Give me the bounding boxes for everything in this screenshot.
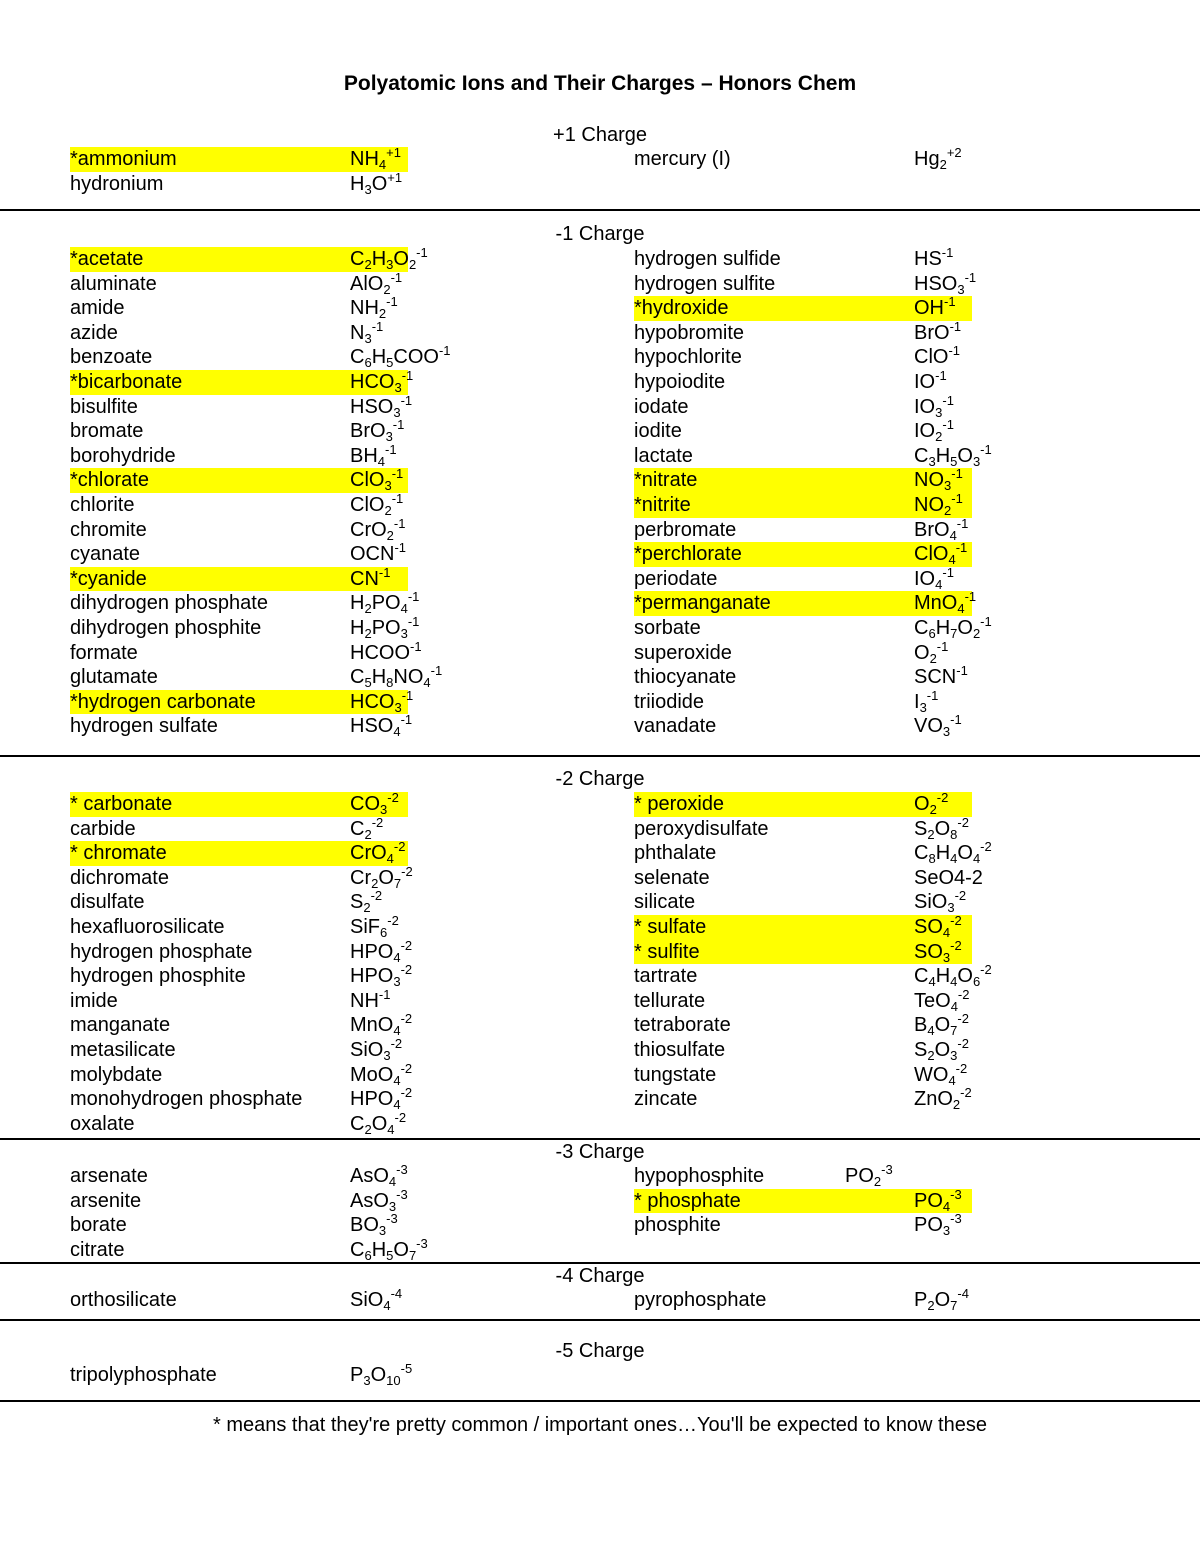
ion-name: metasilicate bbox=[70, 1038, 176, 1061]
ion-row bbox=[0, 814, 1200, 842]
ion-formula: $H_2PO_4^{-1}$ bbox=[350, 589, 420, 617]
ion-formula: $PO_3^{-3}$ bbox=[914, 1211, 962, 1239]
ion-row bbox=[0, 441, 1200, 469]
ion-formula: $BH_4^{-1}$ bbox=[350, 441, 397, 469]
ion-name: bromate bbox=[70, 420, 144, 443]
section-divider bbox=[0, 1319, 1200, 1321]
ion-row bbox=[0, 542, 1200, 567]
ion-name: thiocyanate bbox=[634, 666, 737, 689]
ion-formula: $H_2PO_3^{-1}$ bbox=[350, 613, 420, 641]
ion-formula: $SO_3^{-2}$ bbox=[914, 940, 972, 965]
ion-formula: $O_2^{-2}$ bbox=[914, 792, 972, 817]
ion-name: *bicarbonate bbox=[70, 370, 350, 395]
page-title: Polyatomic Ions and Their Charges – Honors Chem bbox=[343, 72, 857, 95]
ion-formula: TeO$_4^{-2}$ bbox=[914, 986, 970, 1014]
left-ion-column bbox=[0, 1363, 1200, 1388]
ion-row bbox=[0, 247, 1200, 272]
ion-row bbox=[0, 419, 1200, 444]
ion-formula: $PO_4^{-3}$ bbox=[914, 1189, 972, 1214]
ion-formula: $NO_3^{-1}$ bbox=[914, 468, 972, 493]
ion-row bbox=[0, 1235, 1200, 1263]
ion-name: dihydrogen phosphate bbox=[70, 592, 268, 615]
ion-row bbox=[0, 1363, 1200, 1388]
ion-name: * sulfate bbox=[634, 915, 914, 940]
ion-name: perbromate bbox=[634, 518, 737, 541]
ion-row bbox=[0, 1164, 1200, 1189]
ion-name: *nitrite bbox=[634, 493, 914, 518]
ion-formula: $C_2O_4^{-2}$ bbox=[350, 1109, 407, 1137]
ion-name: tetraborate bbox=[634, 1014, 731, 1037]
ion-name: hydrogen phosphite bbox=[70, 965, 246, 988]
ion-formula: $S_2O_8^{-2}$ bbox=[914, 814, 969, 842]
ion-name: hydrogen sulfate bbox=[70, 715, 218, 738]
ion-row bbox=[0, 665, 1200, 690]
ion-row bbox=[0, 937, 1200, 965]
ion-row bbox=[0, 367, 1200, 395]
ion-name: hypophosphite bbox=[634, 1165, 765, 1187]
ion-name: * chromate bbox=[70, 841, 350, 866]
right-ion-column bbox=[0, 247, 1200, 739]
ion-formula: $Cr_2O_7^{-2}$ bbox=[350, 863, 413, 891]
ion-formula: SiO$_3^{-2}$ bbox=[350, 1035, 403, 1063]
ion-formula: $C_2^{-2}$ bbox=[350, 814, 384, 842]
ion-formula: $NH_4^{+1}$ bbox=[350, 147, 408, 172]
ion-row bbox=[0, 490, 1200, 518]
ion-formula: SiO$_3^{-2}$ bbox=[914, 888, 967, 916]
ion-formula: $HCO_3^{-1}$ bbox=[350, 687, 414, 715]
ion-name: manganate bbox=[70, 1014, 171, 1037]
ion-name: dihydrogen phosphite bbox=[70, 616, 262, 639]
ion-row bbox=[0, 169, 1200, 197]
ion-row bbox=[0, 392, 1200, 420]
ion-row bbox=[0, 986, 1200, 1014]
ion-formula: $NH_2^{-1}$ bbox=[350, 294, 398, 322]
right-ion-column bbox=[0, 792, 1200, 1112]
ion-row bbox=[0, 638, 1200, 666]
ion-name: tellurate bbox=[634, 989, 706, 1012]
ion-formula: SiF$_6^{-2}$ bbox=[350, 912, 399, 940]
ion-name: hexafluorosilicate bbox=[70, 915, 225, 938]
ion-name: tungstate bbox=[634, 1063, 717, 1086]
section-divider bbox=[0, 755, 1200, 757]
ion-formula: SiO$_4^{-4}$ bbox=[350, 1286, 403, 1313]
ion-formula: ClO$_3^{-1}$ bbox=[350, 468, 408, 493]
ion-name: hypobromite bbox=[634, 321, 745, 344]
ion-formula: $SCN^{-1}$ bbox=[914, 663, 968, 689]
ion-formula: AsO$_4^{-3}$ bbox=[350, 1162, 408, 1189]
ion-formula: CrO$_2^{-1}$ bbox=[350, 515, 406, 543]
ion-name: dichromate bbox=[70, 866, 169, 889]
ion-row bbox=[0, 912, 1200, 940]
ion-name: benzoate bbox=[70, 346, 153, 369]
ion-name: *permanganate bbox=[634, 591, 914, 616]
ion-name: glutamate bbox=[70, 666, 158, 689]
ion-row bbox=[0, 1087, 1200, 1112]
ion-formula: SeO4-2 bbox=[914, 866, 983, 889]
ion-formula: $IO_3^{-1}$ bbox=[914, 392, 954, 420]
ion-formula: $HSO_3^{-1}$ bbox=[914, 269, 977, 297]
ion-formula: $OH^{-1}$ bbox=[914, 296, 972, 321]
ion-name: formate bbox=[70, 641, 138, 664]
ion-name: iodate bbox=[634, 395, 689, 418]
ion-row bbox=[0, 269, 1200, 297]
ion-formula: $O_2^{-1}$ bbox=[914, 638, 949, 666]
ion-row bbox=[0, 468, 1200, 493]
ion-row bbox=[0, 890, 1200, 915]
ion-name: selenate bbox=[634, 866, 710, 889]
ion-row bbox=[0, 318, 1200, 346]
ion-name: *acetate bbox=[70, 247, 350, 272]
right-ion-column bbox=[0, 1288, 1200, 1313]
ion-formula: $C_3H_5O_3^{-1}$ bbox=[914, 441, 992, 469]
ion-formula: BrO$^{-1}$ bbox=[914, 318, 962, 344]
ion-formula: $C_6H_5COO^{-1}$ bbox=[350, 343, 451, 371]
ion-formula: $N_3^{-1}$ bbox=[350, 318, 384, 346]
ion-formula: $HPO_3^{-2}$ bbox=[350, 962, 413, 990]
section-heading: -5 Charge bbox=[555, 1340, 645, 1362]
ion-formula: $C_5H_8NO_4^{-1}$ bbox=[350, 663, 443, 691]
ion-name: *perchlorate bbox=[634, 542, 914, 567]
ion-row bbox=[0, 1213, 1200, 1238]
ion-name: amide bbox=[70, 297, 125, 320]
ion-name: chromite bbox=[70, 518, 147, 541]
ion-formula: $S_2O_3^{-2}$ bbox=[914, 1035, 969, 1063]
ion-formula: $P_2O_7^{-4}$ bbox=[914, 1286, 969, 1313]
ion-formula: ClO$_4^{-1}$ bbox=[914, 542, 972, 567]
ion-row bbox=[0, 964, 1200, 989]
footer-note: * means that they're pretty common / important ones…You'll be expected to know these bbox=[213, 1414, 987, 1436]
ion-row bbox=[0, 863, 1200, 891]
ion-name: * carbonate bbox=[70, 792, 350, 817]
ion-formula: MoO$_4^{-2}$ bbox=[350, 1060, 413, 1088]
ion-name: oxalate bbox=[70, 1112, 135, 1135]
ion-formula: $NO_2^{-1}$ bbox=[914, 493, 972, 518]
ion-formula: $P_3O_{10}^{-5}$ bbox=[350, 1361, 413, 1388]
ion-formula: MnO$_4^{-2}$ bbox=[350, 1011, 413, 1039]
ion-formula: $HCO_3^{-1}$ bbox=[350, 367, 414, 395]
ion-name: mercury (I) bbox=[634, 148, 731, 170]
ion-row bbox=[0, 147, 1200, 172]
ion-formula: CrO$_4^{-2}$ bbox=[350, 841, 408, 866]
ion-name: hydronium bbox=[70, 172, 164, 195]
ion-name: azide bbox=[70, 321, 118, 344]
ion-formula: $PO_2^{-3}$ bbox=[845, 1162, 893, 1189]
ion-name: *hydroxide bbox=[634, 296, 914, 321]
ion-row bbox=[0, 792, 1200, 817]
ion-formula: $IO_2^{-1}$ bbox=[914, 417, 954, 445]
ion-row bbox=[0, 1109, 1200, 1137]
ion-formula: $BO_3^{-3}$ bbox=[350, 1211, 398, 1239]
ion-formula: MnO$_4^{-1}$ bbox=[914, 589, 977, 617]
ion-formula: $HPO_4^{-2}$ bbox=[350, 1085, 413, 1113]
ion-name: zincate bbox=[634, 1088, 698, 1111]
ion-formula: $VO_3^{-1}$ bbox=[914, 712, 962, 740]
ion-name: borate bbox=[70, 1214, 127, 1237]
ion-formula: $HS^{-1}$ bbox=[914, 245, 954, 270]
ion-name: molybdate bbox=[70, 1063, 163, 1086]
section-heading: -1 Charge bbox=[555, 223, 645, 245]
section-heading: -4 Charge bbox=[555, 1265, 645, 1287]
ion-formula: $SO_4^{-2}$ bbox=[914, 915, 972, 940]
ion-formula: $CN^{-1}$ bbox=[350, 567, 408, 592]
ion-name: lactate bbox=[634, 444, 693, 467]
ion-formula: $HPO_4^{-2}$ bbox=[350, 937, 413, 965]
ion-row bbox=[0, 687, 1200, 715]
ion-name: superoxide bbox=[634, 641, 732, 664]
section-heading: -2 Charge bbox=[555, 768, 645, 790]
ion-row bbox=[0, 591, 1200, 616]
ion-formula: $OCN^{-1}$ bbox=[350, 540, 407, 566]
ion-formula: $Hg_2^{+2}$ bbox=[914, 145, 962, 172]
ion-formula: $C_2H_3O_2^{-1}$ bbox=[350, 245, 428, 272]
ion-name: silicate bbox=[634, 891, 696, 914]
ion-formula: $IO_4^{-1}$ bbox=[914, 564, 954, 592]
ion-name: borohydride bbox=[70, 444, 176, 467]
ion-name: thiosulfate bbox=[634, 1038, 726, 1061]
ion-row bbox=[0, 1060, 1200, 1088]
ion-name: cyanate bbox=[70, 543, 141, 566]
ion-formula: $HCOO^{-1}$ bbox=[350, 638, 422, 664]
ion-name: *cyanide bbox=[70, 567, 350, 592]
ion-row bbox=[0, 345, 1200, 370]
ion-formula: AlO$_2^{-1}$ bbox=[350, 269, 403, 297]
ion-name: *hydrogen carbonate bbox=[70, 690, 350, 715]
ion-formula: $HSO_4^{-1}$ bbox=[350, 712, 413, 740]
ion-name: triiodide bbox=[634, 690, 705, 713]
ion-name: *chlorate bbox=[70, 468, 350, 493]
ion-row bbox=[0, 714, 1200, 739]
ion-formula: ClO$_2^{-1}$ bbox=[350, 490, 404, 518]
ion-name: bisulfite bbox=[70, 395, 138, 418]
ion-name: hydrogen sulfide bbox=[634, 248, 781, 270]
ion-row bbox=[0, 296, 1200, 321]
ion-row bbox=[0, 1186, 1200, 1214]
ion-formula: BrO$_3^{-1}$ bbox=[350, 417, 405, 445]
ion-name: carbide bbox=[70, 817, 136, 840]
ion-row bbox=[0, 564, 1200, 592]
ion-name: chlorite bbox=[70, 493, 135, 516]
ion-name: monohydrogen phosphate bbox=[70, 1088, 303, 1111]
ion-name: arsenate bbox=[70, 1165, 148, 1187]
ion-row bbox=[0, 1013, 1200, 1038]
ion-name: phosphite bbox=[634, 1214, 721, 1237]
ion-name: imide bbox=[70, 989, 118, 1012]
ion-formula: $I_3^{-1}$ bbox=[914, 687, 939, 715]
ion-name: peroxydisulfate bbox=[634, 817, 769, 840]
ion-formula: $NH^{-1}$ bbox=[350, 986, 391, 1012]
ion-name: sorbate bbox=[634, 616, 701, 639]
ion-formula: $WO_4^{-2}$ bbox=[914, 1060, 968, 1088]
ion-name: aluminate bbox=[70, 272, 157, 295]
ion-formula: $HSO_3^{-1}$ bbox=[350, 392, 413, 420]
ion-formula: $B_4O_7^{-2}$ bbox=[914, 1011, 969, 1039]
section-divider bbox=[0, 1400, 1200, 1402]
ion-row bbox=[0, 1288, 1200, 1313]
ion-name: tartrate bbox=[634, 965, 698, 988]
ion-formula: ZnO$_2^{-2}$ bbox=[914, 1085, 972, 1113]
ion-name: * phosphate bbox=[634, 1189, 914, 1214]
ion-formula: $C_8H_4O_4^{-2}$ bbox=[914, 839, 992, 867]
section-heading: -3 Charge bbox=[555, 1141, 645, 1163]
ion-name: arsenite bbox=[70, 1189, 142, 1212]
ion-name: hydrogen phosphate bbox=[70, 940, 253, 963]
ion-name: iodite bbox=[634, 420, 682, 443]
ion-formula: $C_6H_5O_7^{-3}$ bbox=[350, 1235, 428, 1263]
ion-name: hypochlorite bbox=[634, 346, 742, 369]
ion-row bbox=[0, 515, 1200, 543]
section-heading: +1 Charge bbox=[553, 124, 647, 146]
ion-name: * peroxide bbox=[634, 792, 914, 817]
ion-name: hypoiodite bbox=[634, 370, 726, 393]
ion-formula: $CO_3^{-2}$ bbox=[350, 792, 408, 817]
ion-name: periodate bbox=[634, 567, 718, 590]
ion-row bbox=[0, 1035, 1200, 1063]
ion-name: disulfate bbox=[70, 891, 145, 914]
ion-row bbox=[0, 613, 1200, 641]
right-ion-column bbox=[0, 147, 1200, 172]
ion-formula: BrO$_4^{-1}$ bbox=[914, 515, 969, 543]
section-divider bbox=[0, 209, 1200, 211]
ion-formula: $C_6H_7O_2^{-1}$ bbox=[914, 613, 992, 641]
ion-name: *ammonium bbox=[70, 147, 350, 172]
ion-name: orthosilicate bbox=[70, 1289, 177, 1311]
ion-formula: $H_3O^{+1}$ bbox=[350, 169, 403, 197]
ion-name: pyrophosphate bbox=[634, 1289, 767, 1311]
ion-name: hydrogen sulfite bbox=[634, 272, 776, 295]
ion-formula: $S_2^{-2}$ bbox=[350, 888, 383, 916]
ion-formula: AsO$_3^{-3}$ bbox=[350, 1186, 408, 1214]
ion-name: tripolyphosphate bbox=[70, 1364, 217, 1386]
right-ion-column bbox=[0, 1164, 1200, 1238]
ion-formula: $IO^{-1}$ bbox=[914, 367, 947, 393]
ion-formula: ClO$^{-1}$ bbox=[914, 343, 961, 369]
ion-name: citrate bbox=[70, 1238, 125, 1261]
ion-name: *nitrate bbox=[634, 468, 914, 493]
ion-name: * sulfite bbox=[634, 940, 914, 965]
ion-formula: $C_4H_4O_6^{-2}$ bbox=[914, 962, 992, 990]
ion-name: phthalate bbox=[634, 842, 717, 865]
ion-row bbox=[0, 841, 1200, 866]
ion-name: vanadate bbox=[634, 715, 717, 738]
